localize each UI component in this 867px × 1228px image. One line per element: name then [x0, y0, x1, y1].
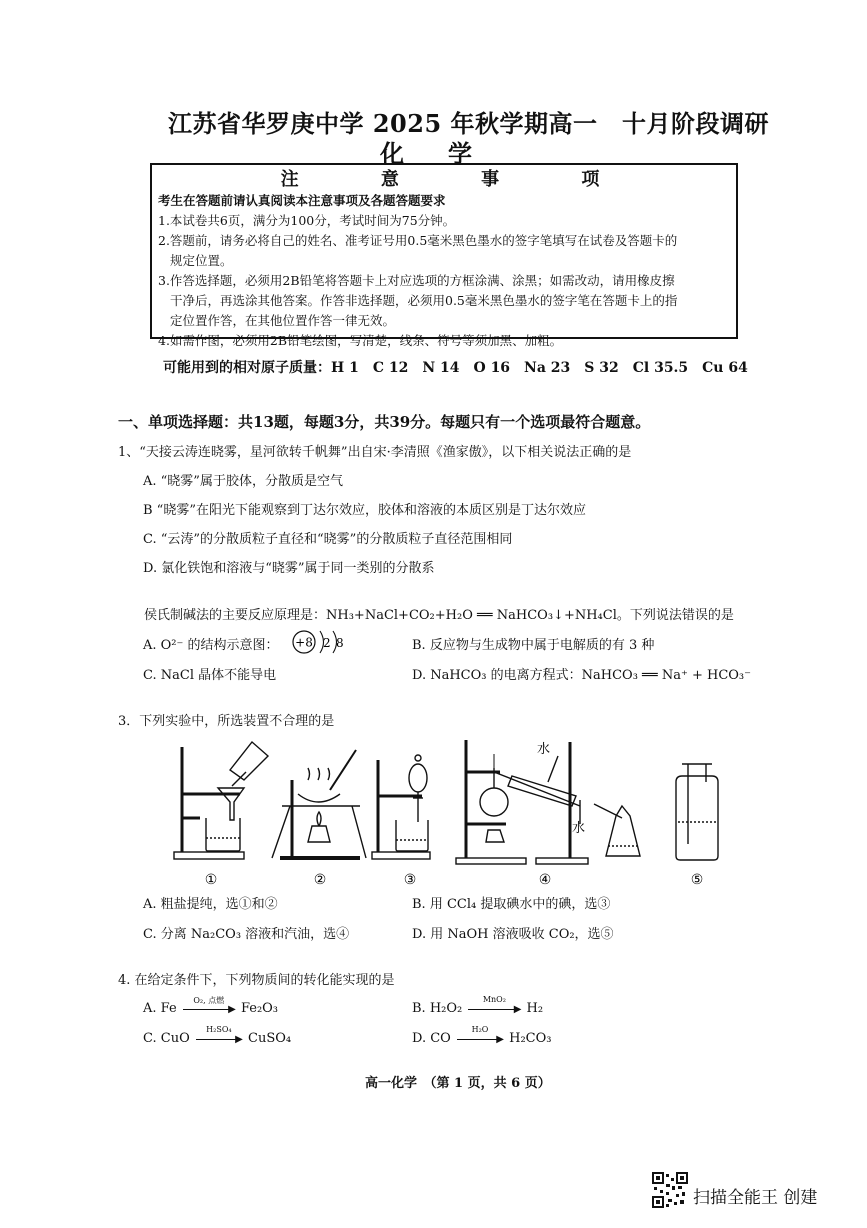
notice-box [150, 163, 738, 348]
notice-line: 干净后，再选涂其他答案。作答非选择题，必须用0.5毫米黑色墨水的签字笔在答题卡上的指 [170, 293, 678, 308]
q4-a-condition: O₂, 点燃 [193, 995, 225, 1005]
q1-option-b: B “晓雾”在阳光下能观察到丁达尔效应，胶体和溶液的本质区别是丁达尔效应 [143, 503, 586, 518]
q4-a-product: Fe₂O₃ [240, 1001, 279, 1016]
notice-line: 2.答题前，请务必将自己的姓名、准考证号用0.5毫米黑色墨水的签字笔填写在试卷及答题卡的 [158, 233, 678, 248]
exam-title: 江苏省华罗庚中学 2025 年秋学期高一 十月阶段调研 [168, 109, 770, 138]
notice-line: 1.本试卷共6页，满分为100分，考试时间为75分钟。 [158, 213, 456, 228]
q4-d-reactant: D. CO [412, 1031, 451, 1046]
separatory-funnel-apparatus [372, 755, 430, 859]
q3-option-a: A. 粗盐提纯，选①和② [143, 897, 278, 912]
notice-line: 定位置作答，在其他位置作答一律无效。 [170, 313, 396, 328]
q3-option-b: B. 用 CCl₄ 提取碘水中的碘，选③ [412, 897, 611, 912]
q2-option-d: D. NaHCO₃ 的电离方程式：NaHCO₃ ══ Na⁺ + HCO₃⁻ [412, 668, 751, 683]
q1-option-c: C. “云涛”的分散质粒子直径和“晓雾”的分散质粒子直径范围相同 [143, 532, 513, 547]
atomic-masses: 可能用到的相对原子质量：H 1 C 12 N 14 O 16 Na 23 S 32 Cl 35.5 Cu 64 [163, 360, 748, 376]
q2-option-b: B. 反应物与生成物中属于电解质的有 3 种 [412, 638, 655, 653]
q2-stem: 侯氏制碱法的主要反应原理是：NH₃+NaCl+CO₂+H₂O ══ NaHCO₃↓+NH₄Cl。下列说法错误的是 [144, 608, 734, 623]
q2-option-c: C. NaCl 晶体不能导电 [143, 668, 277, 683]
apparatus-label-2: ② [313, 872, 327, 888]
distillation-apparatus [456, 740, 640, 864]
q4-c-reactant: C. CuO [143, 1031, 190, 1046]
q4-b-condition: MnO₂ [482, 994, 506, 1004]
q4-d-condition: H₂O [471, 1024, 489, 1034]
q1-option-a: A. “晓雾”属于胶体，分散质是空气 [143, 474, 343, 489]
notice-line: 考生在答题前请认真阅读本注意事项及各题答题要求 [158, 193, 446, 208]
q4-stem: 4. 在给定条件下，下列物质间的转化能实现的是 [118, 973, 395, 988]
q2-option-a [143, 634, 279, 653]
notice-line: 4.如需作图，必须用2B铅笔绘图，写清楚，线条、符号等须加黑、加粗。 [158, 333, 563, 348]
nucleus-charge: +8 [295, 635, 313, 650]
q1-option-d: D. 氯化铁饱和溶液与“晓雾”属于同一类别的分散系 [143, 561, 435, 576]
q4-b-reactant: B. H₂O₂ [412, 1001, 463, 1016]
q1-stem: 1、“天接云涛连晓雾，星河欲转千帆舞”出自宋·李清照《渔家傲》，以下相关说法正确的是 [118, 445, 632, 460]
q4-option-d: D. CO H₂O ▶ H₂CO₃ [412, 1024, 552, 1046]
notice-line: 3.作答选择题，必须用2B铅笔将答题卡上对应选项的方框涂满、涂黑；如需改动，请用橡皮擦 [158, 273, 675, 288]
q4-b-product: H₂ [526, 1001, 544, 1016]
q4-option-b: B. H₂O₂ MnO₂ ▶ H₂ [412, 994, 544, 1016]
water-out-label: 水 [537, 742, 551, 757]
filtration-apparatus [174, 742, 268, 859]
notice-title: 注 意 事 项 [280, 169, 638, 190]
page-footer: 高一化学 （第 1 页，共 6 页） [365, 1076, 551, 1091]
q2-option-a-label: A. O²⁻ 的结构示意图： [143, 638, 279, 653]
q4-c-condition: H₂SO₄ [206, 1024, 232, 1034]
q4-a-reactant: A. Fe [143, 1001, 177, 1016]
q3-option-c: C. 分离 Na₂CO₃ 溶液和汽油，选④ [143, 927, 350, 942]
section-heading: 一、单项选择题：共13题，每题3分，共39分。每题只有一个选项最符合题意。 [118, 413, 651, 431]
q4-c-product: CuSO₄ [248, 1031, 292, 1046]
q4-d-product: H₂CO₃ [509, 1031, 552, 1046]
apparatus-label-5: ⑤ [690, 872, 704, 888]
qr-code-icon [652, 1172, 688, 1208]
subject-title: 化 学 [380, 139, 482, 168]
q4-option-c: C. CuO H₂SO₄ ▶ CuSO₄ [143, 1024, 292, 1046]
scanner-watermark: 扫描全能王 创建 [693, 1188, 818, 1208]
water-in-label: 水 [572, 821, 586, 836]
apparatus-label-4: ④ [538, 872, 552, 888]
q4-option-a: A. Fe O₂, 点燃 ▶ Fe₂O₃ [143, 995, 279, 1016]
q3-option-d: D. 用 NaOH 溶液吸收 CO₂，选⑤ [412, 927, 614, 942]
shell-1-electrons: 2 [323, 636, 331, 650]
oxide-ion-structure-diagram [290, 626, 360, 658]
q3-stem: 3．下列实验中，所选装置不合理的是 [118, 714, 335, 729]
gas-washing-bottle [676, 764, 718, 860]
apparatus-figure [160, 732, 740, 890]
apparatus-label-1: ① [204, 872, 218, 888]
apparatus-label-3: ③ [403, 872, 417, 888]
shell-2-electrons: 8 [336, 636, 344, 650]
notice-line: 规定位置。 [170, 253, 233, 268]
evaporation-apparatus [272, 750, 366, 858]
